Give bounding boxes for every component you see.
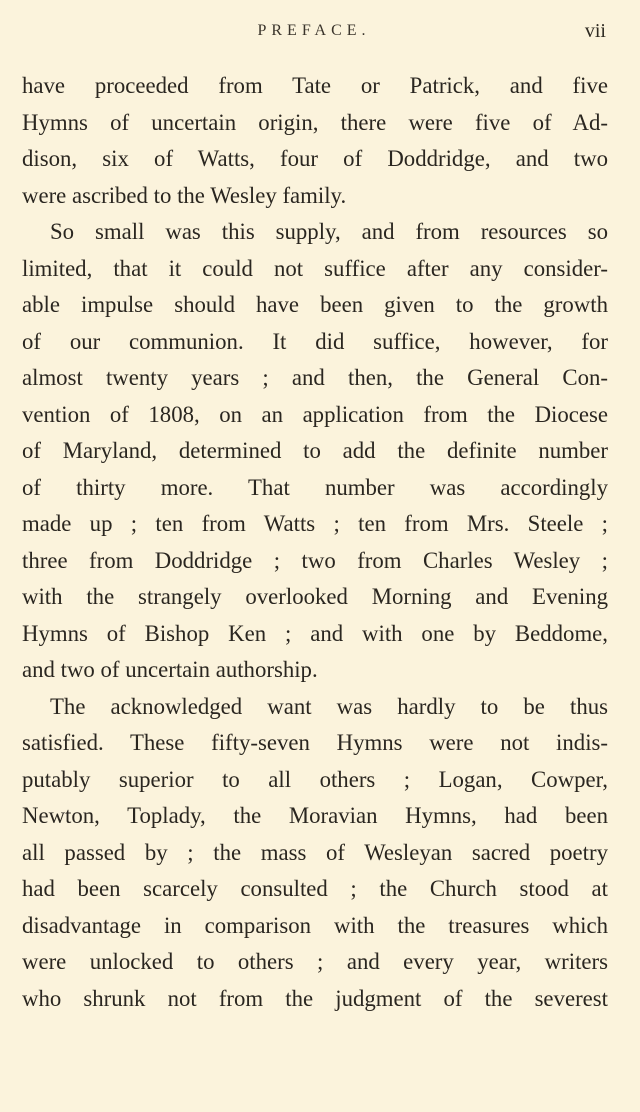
text-line: putably superior to all others ; Logan, Cowper, <box>22 766 608 792</box>
text-line: almost twenty years ; and then, the General Con- <box>22 365 608 390</box>
header-title: PREFACE. <box>257 22 371 39</box>
text-line: made up ; ten from Watts ; ten from Mrs. Steele ; <box>22 511 608 536</box>
text-line: with the strangely overlooked Morning and Evening <box>22 584 608 609</box>
page-number: vii <box>584 20 606 42</box>
paragraph-start-line: So small was this supply, and from resources so <box>50 219 608 244</box>
body-text <box>22 68 608 1017</box>
text-line: able impulse should have been given to the growth <box>22 292 608 317</box>
text-line: all passed by ; the mass of Wesleyan sacred poetry <box>22 839 608 865</box>
text-line: three from Doddridge ; two from Charles Wesley ; <box>22 547 608 573</box>
text-line: of thirty more. That number was accordingly <box>22 474 608 500</box>
text-line: of our communion. It did suffice, however, for <box>22 328 608 354</box>
running-header <box>22 22 606 48</box>
text-line: dison, six of Watts, four of Doddridge, and two <box>22 146 608 171</box>
text-line: were unlocked to others ; and every year, writers <box>22 949 608 974</box>
text-line: disadvantage in comparison with the treasures which <box>22 912 608 938</box>
text-line: were ascribed to the Wesley family. <box>22 182 347 208</box>
text-line: satisfied. These fifty-seven Hymns were not indis- <box>22 730 608 755</box>
paragraph-start-line: The acknowledged want was hardly to be thus <box>50 693 608 719</box>
text-line: of Maryland, determined to add the definite number <box>22 438 608 463</box>
text-line: Hymns of Bishop Ken ; and with one by Beddome, <box>22 620 608 646</box>
text-line: had been scarcely consulted ; the Church stood at <box>22 876 608 901</box>
text-line: have proceeded from Tate or Patrick, and five <box>22 73 608 98</box>
text-line: who shrunk not from the judgment of the severest <box>22 985 608 1011</box>
text-line: vention of 1808, on an application from the Diocese <box>22 401 608 427</box>
text-line: limited, that it could not suffice after any consider- <box>22 255 608 281</box>
text-line: Newton, Toplady, the Moravian Hymns, had been <box>22 803 608 828</box>
text-line: Hymns of uncertain origin, there were five of Ad- <box>22 109 608 135</box>
text-line: and two of uncertain authorship. <box>22 657 318 682</box>
